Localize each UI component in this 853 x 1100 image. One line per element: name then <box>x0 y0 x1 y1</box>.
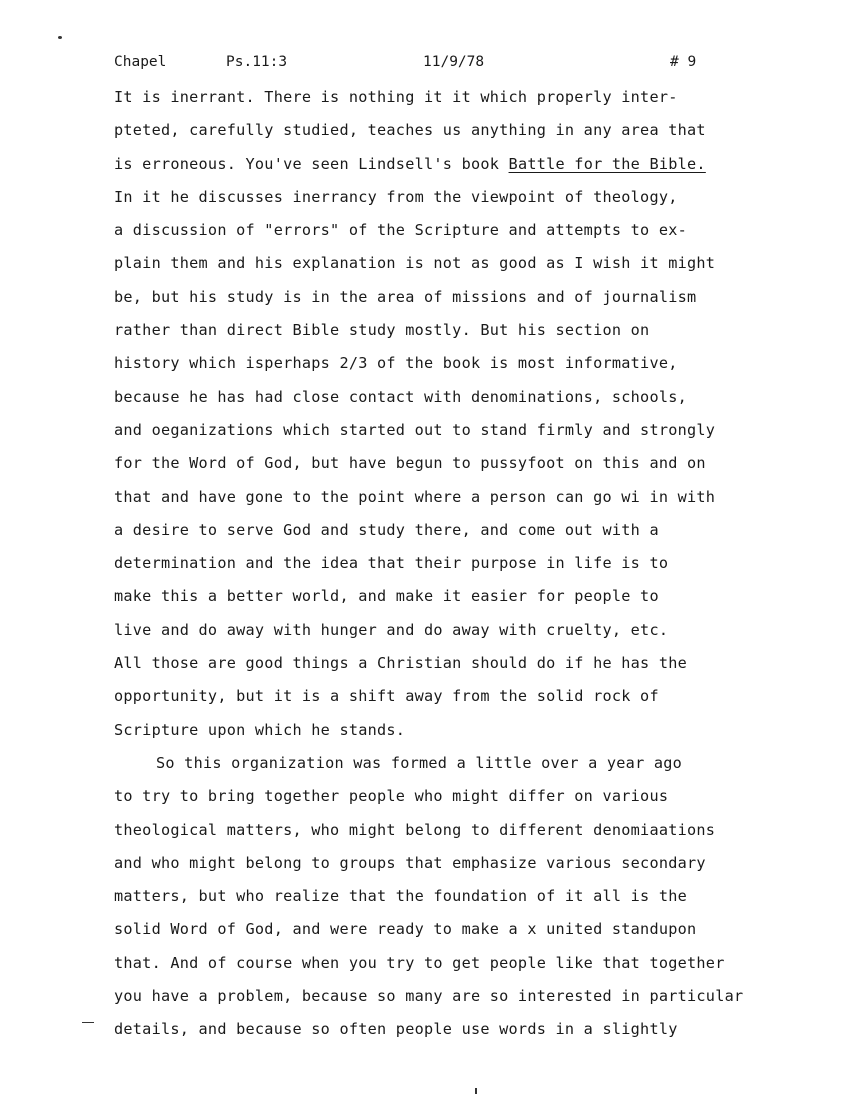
header-scripture-reference: Ps.11:3 <box>226 54 288 70</box>
text-line: a desire to serve God and study there, and come out with a <box>114 520 659 539</box>
text-line: rather than direct Bible study mostly. But his section on <box>114 321 650 340</box>
text-line: solid Word of God, and were ready to make a x united standupon <box>114 920 697 939</box>
scan-speck <box>58 36 62 39</box>
text-line: because he has had close contact with denominations, schools, <box>114 387 688 406</box>
text-line: Scripture upon which he stands. <box>114 720 406 739</box>
text-line: live and do away with hunger and do away with cruelty, etc. <box>114 620 669 639</box>
text-line: determination and the idea that their purpose in life is to <box>114 554 669 573</box>
text-line: In it he discusses inerrancy from the viewpoint of theology, <box>114 187 678 206</box>
text-line: All those are good things a Christian should do if he has the <box>114 654 688 673</box>
paragraph-start-line: So this organization was formed a little over a year ago <box>156 753 683 772</box>
text-line: that. And of course when you try to get people like that together <box>114 953 725 972</box>
text-line: pteted, carefully studied, teaches us anything in any area that <box>114 121 706 140</box>
text-line: make this a better world, and make it easier for people to <box>114 587 659 606</box>
scan-speck <box>475 1088 477 1094</box>
text-line: It is inerrant. There is nothing it it which properly inter- <box>114 88 678 106</box>
text-line <box>114 150 814 183</box>
text-line: opportunity, but it is a shift away from the solid rock of <box>114 687 659 706</box>
text-line: and who might belong to groups that emphasize various secondary <box>114 853 706 872</box>
scan-speck <box>82 1022 94 1023</box>
text-line: to try to bring together people who might differ on various <box>114 787 669 806</box>
text-line-fragment: is erroneous. You've seen Lindsell's book <box>114 154 509 173</box>
header-chapel: Chapel <box>114 54 167 70</box>
text-line: details, and because so often people use words in a slightly <box>114 1020 678 1039</box>
header-page-number: # 9 <box>670 54 697 70</box>
transcript-body <box>114 83 814 1049</box>
text-line: you have a problem, because so many are so interested in particular <box>114 987 744 1006</box>
page-header <box>114 50 734 74</box>
book-title: Battle for the Bible. <box>508 154 706 173</box>
text-line: history which isperhaps 2/3 of the book is most informative, <box>114 354 678 373</box>
text-line: theological matters, who might belong to different denomiaations <box>114 820 716 839</box>
text-line: a discussion of "errors" of the Scripture and attempts to ex- <box>114 221 688 240</box>
text-line: matters, but who realize that the foundation of it all is the <box>114 887 688 906</box>
text-line: be, but his study is in the area of missions and of journalism <box>114 287 697 306</box>
text-line: that and have gone to the point where a person can go wi in with <box>114 487 716 506</box>
text-line: for the Word of God, but have begun to pussyfoot on this and on <box>114 454 706 473</box>
text-line: and oeganizations which started out to stand firmly and strongly <box>114 420 716 439</box>
header-date: 11/9/78 <box>423 54 485 70</box>
text-line: plain them and his explanation is not as good as I wish it might <box>114 254 716 273</box>
